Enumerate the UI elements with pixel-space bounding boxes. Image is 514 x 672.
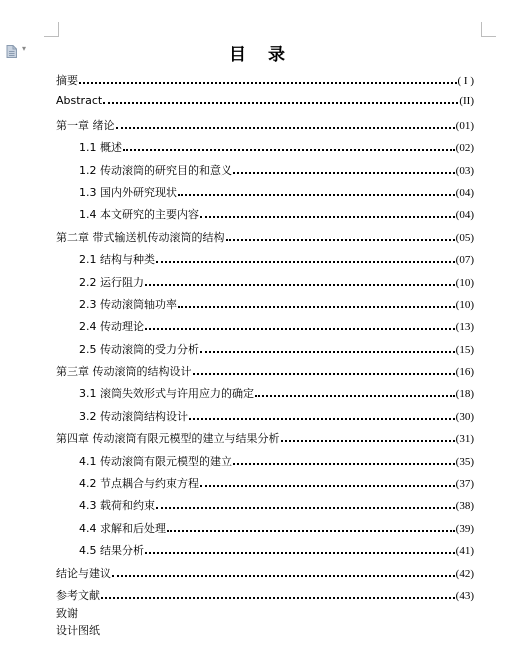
dot-leader — [101, 597, 455, 599]
table-of-contents — [56, 72, 474, 609]
toc-entry-label: 1.4 本文研究的主要内容 — [79, 208, 199, 222]
dot-leader — [112, 575, 455, 577]
toc-entry — [56, 475, 474, 497]
toc-entry-page: (15) — [455, 343, 474, 356]
dot-leader — [116, 127, 455, 129]
dot-leader — [156, 507, 455, 509]
toc-entry-label: 1.2 传动滚筒的研究目的和意义 — [79, 163, 232, 177]
toc-entry-design-drawings: 设计图纸 — [56, 624, 100, 637]
toc-entry-label: 参考文献 — [56, 588, 100, 602]
toc-entry-label: 摘要 — [56, 74, 78, 87]
toc-entry-label: 2.1 结构与种类 — [79, 253, 155, 267]
toc-entry-page: (35) — [455, 455, 474, 468]
toc-title: 目 录 — [229, 45, 293, 65]
toc-entry-page: (18) — [455, 388, 474, 401]
dot-leader — [123, 149, 455, 151]
dot-leader — [79, 82, 457, 84]
toc-entry — [56, 206, 474, 228]
toc-entry — [56, 274, 474, 296]
toc-entry-page: (37) — [455, 478, 474, 491]
toc-entry — [56, 117, 474, 139]
toc-entry-label: 第四章 传动滚筒有限元模型的建立与结果分析 — [56, 432, 280, 446]
dot-leader — [178, 306, 455, 308]
dot-leader — [189, 418, 455, 420]
toc-entry-label: 4.2 节点耦合与约束方程 — [79, 477, 199, 491]
dot-leader — [200, 351, 455, 353]
toc-entry — [56, 520, 474, 542]
dot-leader — [281, 440, 455, 442]
toc-entry-label: 2.2 运行阻力 — [79, 275, 144, 289]
toc-entry — [56, 565, 474, 587]
toc-entry — [56, 251, 474, 273]
dot-leader — [200, 485, 455, 487]
toc-entry-page: (39) — [455, 522, 474, 535]
toc-entry-label: 2.4 传动理论 — [79, 320, 144, 334]
dot-leader — [103, 102, 458, 104]
toc-entry-page: (10) — [455, 298, 474, 311]
toc-entry-label: 第二章 带式输送机传动滚筒的结构 — [56, 230, 225, 244]
toc-entry-page: (41) — [455, 545, 474, 558]
toc-entry-label: 4.1 传动滚筒有限元模型的建立 — [79, 454, 232, 468]
dot-leader — [145, 328, 455, 330]
toc-entry — [56, 229, 474, 251]
dot-leader — [145, 552, 455, 554]
toc-entry — [56, 162, 474, 184]
toc-entry-page: (10) — [455, 276, 474, 289]
toc-entry — [56, 430, 474, 452]
toc-entry-label: 1.3 国内外研究现状 — [79, 185, 177, 199]
toc-entry-acknowledgements: 致谢 — [56, 607, 78, 620]
toc-entry — [56, 497, 474, 519]
toc-entry-label: 第一章 绪论 — [56, 118, 115, 132]
toc-entry-page: (03) — [455, 164, 474, 177]
dot-leader — [233, 463, 455, 465]
toc-entry — [56, 453, 474, 475]
toc-entry-page: ( I ) — [457, 75, 474, 87]
toc-entry-page: (43) — [455, 589, 474, 602]
dot-leader — [167, 530, 455, 532]
dot-leader — [156, 261, 455, 263]
toc-entry-page: (05) — [455, 231, 474, 244]
toc-entry-label: 1.1 概述 — [79, 141, 122, 155]
toc-entry — [56, 296, 474, 318]
toc-entry-label: Abstract — [56, 94, 103, 108]
crop-mark-top-left — [44, 22, 59, 37]
dot-leader — [255, 395, 455, 397]
toc-entry-page: (13) — [455, 321, 474, 334]
toc-entry-page: (04) — [455, 186, 474, 199]
toc-entry-label: 3.1 滚筒失效形式与许用应力的确定 — [79, 387, 254, 401]
toc-entry — [56, 363, 474, 385]
toc-entry-label: 4.4 求解和后处理 — [79, 521, 166, 535]
toc-entry — [56, 184, 474, 206]
toc-entry — [56, 94, 474, 116]
toc-entry-page: (38) — [455, 500, 474, 513]
dot-leader — [226, 239, 455, 241]
toc-entry — [56, 408, 474, 430]
toc-entry-label: 3.2 传动滚筒结构设计 — [79, 409, 188, 423]
toc-entry-page: (01) — [455, 119, 474, 132]
toc-entry-page: (02) — [455, 142, 474, 155]
toc-entry — [56, 318, 474, 340]
dropdown-arrow-icon[interactable]: ▾ — [22, 44, 27, 53]
toc-entry — [56, 385, 474, 407]
dot-leader — [178, 194, 455, 196]
toc-entry-label: 第三章 传动滚筒的结构设计 — [56, 365, 192, 379]
toc-entry-page: (II) — [459, 95, 474, 108]
toc-entry-page: (42) — [455, 567, 474, 580]
dot-leader — [145, 284, 455, 286]
toc-entry — [56, 587, 474, 609]
toc-entry-page: (07) — [455, 254, 474, 267]
dot-leader — [200, 216, 455, 218]
toc-entry-page: (31) — [455, 433, 474, 446]
toc-entry-page: (16) — [455, 366, 474, 379]
toc-entry-page: (30) — [455, 410, 474, 423]
dot-leader — [193, 373, 455, 375]
toc-entry-label: 2.3 传动滚筒轴功率 — [79, 297, 177, 311]
toc-entry-label: 4.5 结果分析 — [79, 544, 144, 558]
crop-mark-top-right — [481, 22, 496, 37]
toc-entry — [56, 341, 474, 363]
toc-entry-label: 结论与建议 — [56, 566, 111, 580]
toc-entry-label: 4.3 载荷和约束 — [79, 499, 155, 513]
toc-entry-label: 2.5 传动滚筒的受力分析 — [79, 342, 199, 356]
toc-entry — [56, 72, 474, 94]
dot-leader — [233, 172, 455, 174]
toc-entry — [56, 542, 474, 564]
toc-entry-page: (04) — [455, 209, 474, 222]
toc-entry — [56, 139, 474, 161]
